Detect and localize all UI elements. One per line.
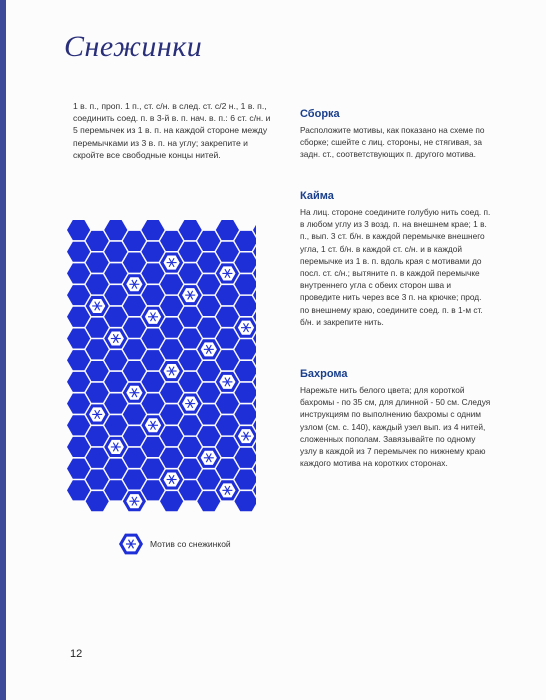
plain-motif bbox=[197, 253, 220, 273]
plain-motif bbox=[216, 220, 239, 240]
plain-motif bbox=[179, 328, 202, 348]
plain-motif bbox=[141, 394, 164, 414]
plain-motif bbox=[216, 415, 239, 435]
plain-motif bbox=[86, 318, 109, 338]
plain-motif bbox=[216, 307, 239, 327]
plain-motif bbox=[160, 383, 183, 403]
plain-motif bbox=[104, 372, 127, 392]
plain-motif bbox=[104, 242, 127, 262]
plain-motif bbox=[216, 242, 239, 262]
plain-motif bbox=[123, 404, 146, 424]
assembly-heading: Сборка bbox=[300, 108, 340, 120]
plain-motif bbox=[160, 339, 183, 359]
plain-motif bbox=[141, 350, 164, 370]
plain-motif bbox=[160, 318, 183, 338]
plain-motif bbox=[104, 263, 127, 283]
plain-motif bbox=[86, 426, 109, 446]
plain-motif bbox=[234, 491, 256, 511]
plain-motif bbox=[67, 285, 90, 305]
plain-motif bbox=[179, 263, 202, 283]
plain-motif bbox=[67, 307, 90, 327]
plain-motif bbox=[141, 372, 164, 392]
plain-motif bbox=[216, 285, 239, 305]
plain-motif bbox=[160, 274, 183, 294]
plain-motif bbox=[160, 491, 183, 511]
plain-motif bbox=[123, 426, 146, 446]
snowflake-motif bbox=[123, 491, 146, 511]
snowflake-motif bbox=[86, 404, 109, 424]
snowflake-motif-legend-icon bbox=[118, 532, 144, 556]
plain-motif bbox=[179, 480, 202, 500]
plain-motif bbox=[141, 437, 164, 457]
plain-motif bbox=[123, 318, 146, 338]
plain-motif bbox=[86, 491, 109, 511]
plain-motif bbox=[86, 253, 109, 273]
plain-motif bbox=[234, 296, 256, 316]
snowflake-motif bbox=[160, 253, 183, 273]
plain-motif bbox=[234, 231, 256, 251]
plain-motif bbox=[67, 437, 90, 457]
plain-motif bbox=[234, 253, 256, 273]
plain-motif bbox=[234, 469, 256, 489]
plain-motif bbox=[86, 448, 109, 468]
plain-motif bbox=[141, 328, 164, 348]
plain-motif bbox=[86, 339, 109, 359]
plain-motif bbox=[67, 394, 90, 414]
plain-motif bbox=[160, 231, 183, 251]
plain-motif bbox=[141, 220, 164, 240]
snowflake-motif bbox=[216, 263, 239, 283]
snowflake-motif bbox=[141, 415, 164, 435]
plain-motif bbox=[216, 394, 239, 414]
plain-motif bbox=[67, 242, 90, 262]
border-heading: Кайма bbox=[300, 190, 334, 202]
plain-motif bbox=[141, 285, 164, 305]
plain-motif bbox=[234, 339, 256, 359]
plain-motif bbox=[179, 415, 202, 435]
plain-motif bbox=[216, 350, 239, 370]
plain-motif bbox=[234, 448, 256, 468]
plain-motif bbox=[67, 372, 90, 392]
plain-motif bbox=[123, 253, 146, 273]
fringe-heading: Бахрома bbox=[300, 368, 348, 380]
legend-label: Мотив со снежинкой bbox=[150, 539, 231, 549]
plain-motif bbox=[179, 220, 202, 240]
snowflake-motif bbox=[104, 437, 127, 457]
plain-motif bbox=[123, 469, 146, 489]
plain-motif bbox=[197, 383, 220, 403]
snowflake-motif bbox=[197, 448, 220, 468]
plain-motif bbox=[123, 361, 146, 381]
snowflake-motif bbox=[141, 307, 164, 327]
plain-motif bbox=[160, 448, 183, 468]
page-title: Снежинки bbox=[64, 30, 203, 63]
plain-motif bbox=[123, 296, 146, 316]
plain-motif bbox=[179, 372, 202, 392]
plain-motif bbox=[216, 459, 239, 479]
page-edge-strip bbox=[0, 0, 6, 700]
plain-motif bbox=[197, 361, 220, 381]
fringe-text: Нарежьте нить белого цвета; для короткой бахромы - по 35 см, для длинной - 50 см. Следуя инструкциям по выполнению бахромы с одним узлом (см. с. 140), каждый узел вып. из 4 нитей, сложенных пополам. Завязывайте по одному узлу в каждой из 7 перемычек по нижнему краю каждого мотива на коротких сторонах. bbox=[300, 385, 491, 469]
plain-motif bbox=[160, 296, 183, 316]
plain-motif bbox=[234, 274, 256, 294]
snowflake-motif bbox=[197, 339, 220, 359]
plain-motif bbox=[197, 469, 220, 489]
diagram-legend bbox=[118, 532, 231, 556]
plain-motif bbox=[104, 459, 127, 479]
plain-motif bbox=[197, 274, 220, 294]
plain-motif bbox=[179, 242, 202, 262]
plain-motif bbox=[67, 328, 90, 348]
plain-motif bbox=[197, 404, 220, 424]
plain-motif bbox=[86, 469, 109, 489]
plain-motif bbox=[104, 394, 127, 414]
plain-motif bbox=[67, 415, 90, 435]
plain-motif bbox=[67, 220, 90, 240]
plain-motif bbox=[197, 426, 220, 446]
plain-motif bbox=[67, 459, 90, 479]
plain-motif bbox=[179, 437, 202, 457]
plain-motif bbox=[197, 296, 220, 316]
snowflake-motif bbox=[179, 394, 202, 414]
plain-motif bbox=[234, 404, 256, 424]
plain-motif bbox=[67, 263, 90, 283]
snowflake-motif bbox=[123, 274, 146, 294]
plain-motif bbox=[86, 274, 109, 294]
snowflake-motif bbox=[104, 328, 127, 348]
snowflake-motif bbox=[234, 426, 256, 446]
plain-motif bbox=[104, 285, 127, 305]
plain-motif bbox=[104, 350, 127, 370]
plain-motif bbox=[234, 383, 256, 403]
plain-motif bbox=[179, 350, 202, 370]
plain-motif bbox=[67, 480, 90, 500]
plain-motif bbox=[179, 459, 202, 479]
plain-motif bbox=[216, 328, 239, 348]
plain-motif bbox=[141, 480, 164, 500]
snowflake-motif bbox=[160, 469, 183, 489]
plain-motif bbox=[123, 448, 146, 468]
plain-motif bbox=[179, 307, 202, 327]
page-number: 12 bbox=[70, 648, 83, 660]
plain-motif bbox=[160, 426, 183, 446]
snowflake-motif bbox=[86, 296, 109, 316]
plain-motif bbox=[104, 307, 127, 327]
snowflake-motif bbox=[216, 372, 239, 392]
assembly-text: Расположите мотивы, как показано на схеме по сборке; сшейте с лиц. стороны, не стягивая, за задн. ст., соответствующих п. другого мотива. bbox=[300, 125, 485, 160]
plain-motif bbox=[104, 415, 127, 435]
plain-motif bbox=[104, 480, 127, 500]
snowflake-motif bbox=[123, 383, 146, 403]
plain-motif bbox=[197, 491, 220, 511]
plain-motif bbox=[197, 318, 220, 338]
plain-motif bbox=[123, 339, 146, 359]
plain-motif bbox=[86, 231, 109, 251]
plain-motif bbox=[86, 383, 109, 403]
plain-motif bbox=[234, 361, 256, 381]
plain-motif bbox=[216, 437, 239, 457]
plain-motif bbox=[123, 231, 146, 251]
snowflake-motif bbox=[216, 480, 239, 500]
assembly-diagram bbox=[66, 219, 256, 515]
plain-motif bbox=[141, 242, 164, 262]
snowflake-motif bbox=[179, 285, 202, 305]
plain-motif bbox=[141, 459, 164, 479]
plain-motif bbox=[160, 404, 183, 424]
plain-motif bbox=[86, 361, 109, 381]
border-text: На лиц. стороне соедините голубую нить соед. п. в любом углу из 3 возд. п. на внешнем крае; 1 в. п., вып. 3 ст. б/н. в каждой перемычке внешнего угла, 1 ст. б/н. в каждой ст. с/н. и в каждой перемычке из 1 в. п. вдоль края с мотивами до посл. ст. с/н.; вытяните п. в каждой перемычке внутреннего угла с обеих сторон шва и проведите нить через все 3 п. на крючке; прод. по внешнему краю, соедините соед. п. в 1-м ст. б/н. и закрепите нить. bbox=[300, 207, 491, 327]
intro-paragraph: 1 в. п., проп. 1 п., ст. с/н. в след. ст. с/2 н., 1 в. п., соединить соед. п. в 3-й в. п. нач. в. п.: 6 ст. с/н. и 5 перемычек из 1 в. п. на каждой стороне между перемычками из 3 в. п. на углу; закрепите и скройте все свободные концы нитей. bbox=[73, 101, 271, 160]
plain-motif bbox=[141, 263, 164, 283]
snowflake-motif bbox=[234, 318, 256, 338]
plain-motif bbox=[67, 350, 90, 370]
plain-motif bbox=[104, 220, 127, 240]
plain-motif bbox=[197, 231, 220, 251]
snowflake-motif bbox=[160, 361, 183, 381]
